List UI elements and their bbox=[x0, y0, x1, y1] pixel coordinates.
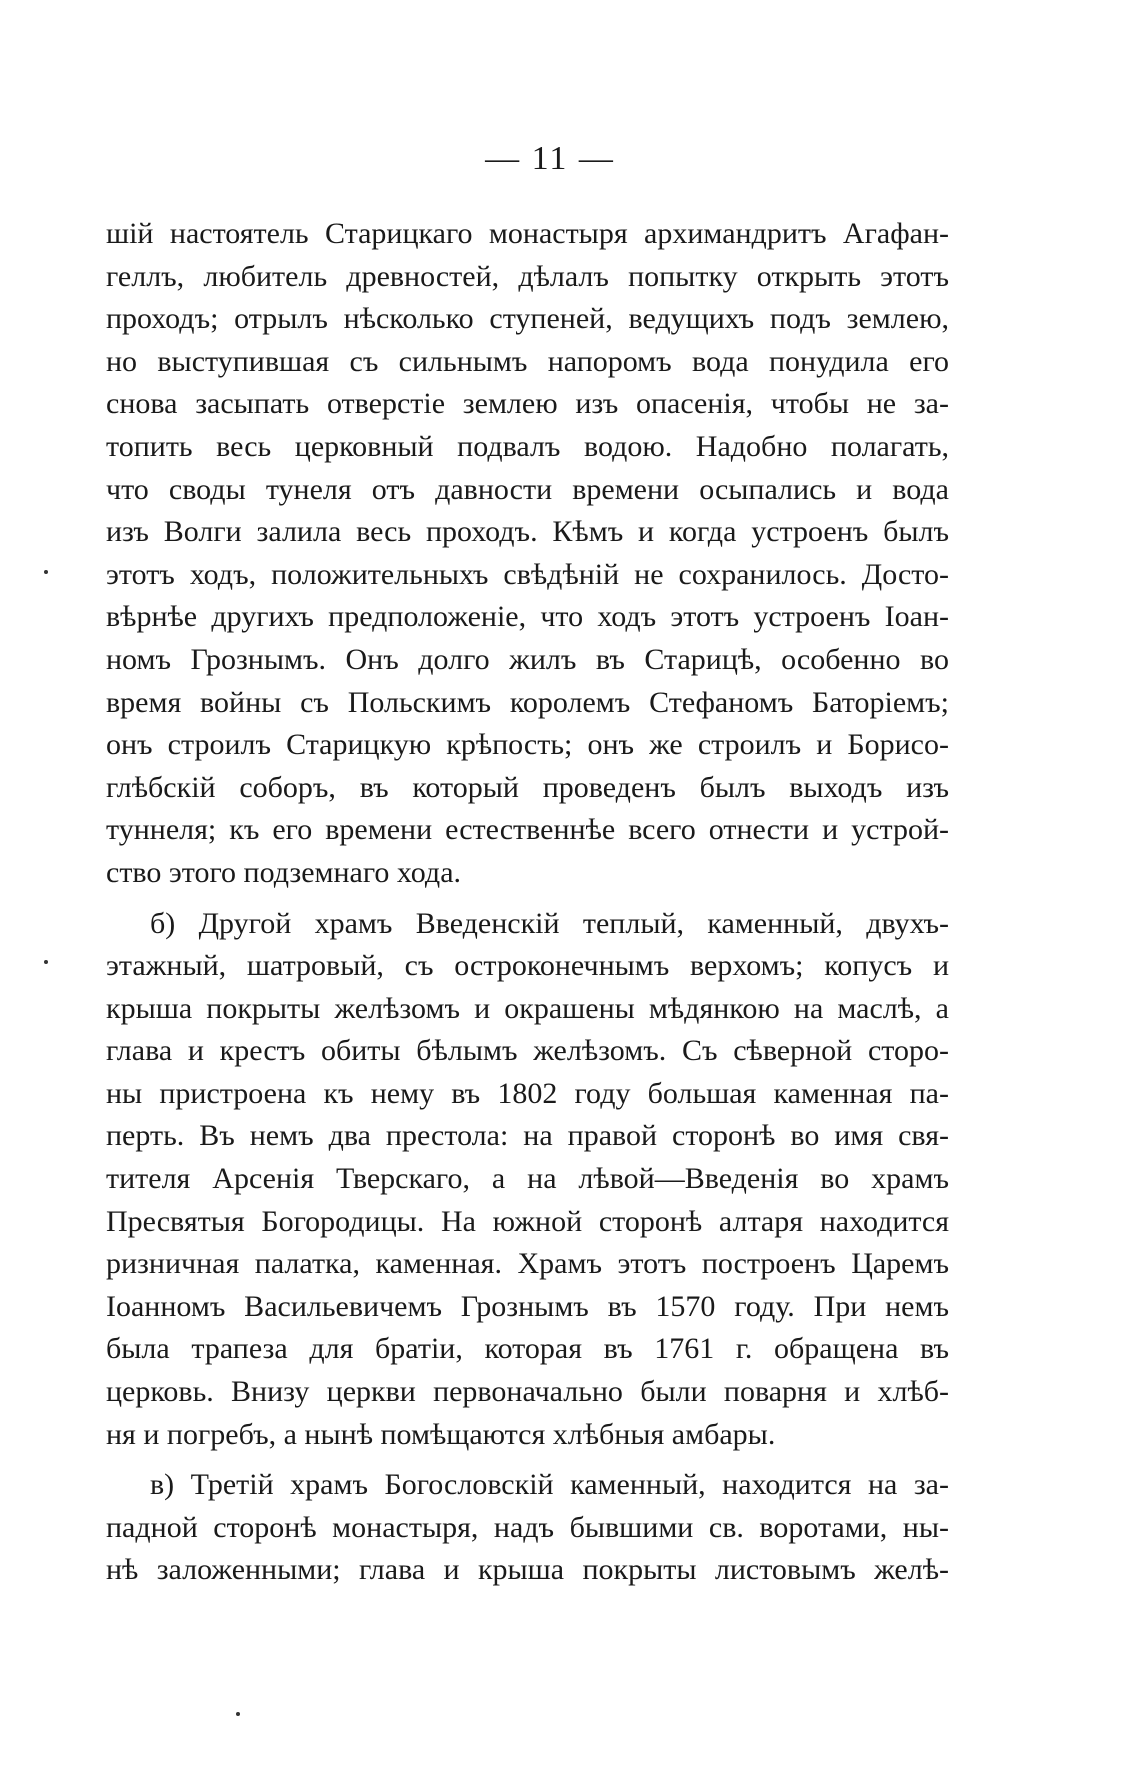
text-line: Іоанномъ Васильевичемъ Грознымъ въ 1570 году. При немъ bbox=[106, 1289, 949, 1323]
text-line: церковь. Внизу церкви первоначально были поварня и хлѣб- bbox=[106, 1375, 949, 1409]
page-number: — 11 — bbox=[485, 140, 615, 177]
text-line: изъ Волги залила весь проходъ. Кѣмъ и когда устроенъ былъ bbox=[106, 515, 949, 549]
text-line: что своды тунеля отъ давности времени осыпались и вода bbox=[106, 472, 949, 506]
text-line: была трапеза для братіи, которая въ 1761 г. обращена въ bbox=[106, 1332, 949, 1366]
text-line: Пресвятыя Богородицы. На южной сторонѣ алтаря находится bbox=[106, 1204, 949, 1238]
text-line: но выступившая съ сильнымъ напоромъ вода понудила его bbox=[106, 344, 949, 378]
text-line: в) Третій храмъ Богословскій каменный, находится на за- bbox=[150, 1468, 949, 1502]
text-line: номъ Грознымъ. Онъ долго жилъ въ Старицѣ, особенно во bbox=[106, 642, 949, 676]
text-line: тителя Арсенія Тверскаго, а на лѣвой—Введенія во храмъ bbox=[106, 1162, 949, 1196]
scan-speck bbox=[44, 570, 48, 574]
text-line: нѣ заложенными; глава и крыша покрыты листовымъ желѣ- bbox=[106, 1553, 949, 1587]
scan-speck bbox=[236, 1712, 240, 1716]
text-line: вѣрнѣе другихъ предположеніе, что ходъ этотъ устроенъ Іоан- bbox=[106, 600, 949, 634]
text-line: шій настоятель Старицкаго монастыря архимандритъ Агафан- bbox=[106, 217, 949, 250]
text-line: ны пристроена къ нему въ 1802 году большая каменная па- bbox=[106, 1076, 949, 1110]
paragraph-vvedensky-church bbox=[106, 903, 949, 1457]
text-line: время войны съ Польскимъ королемъ Стефаномъ Баторіемъ; bbox=[106, 685, 949, 719]
text-line: падной сторонѣ монастыря, надъ бывшими св. воротами, ны- bbox=[106, 1510, 949, 1544]
text-line: туннеля; къ его времени естественнѣе всего отнести и устрой- bbox=[106, 813, 949, 847]
text-line: ня и погребъ, а нынѣ помѣщаются хлѣбныя амбары. bbox=[106, 1417, 776, 1451]
text-line: снова засыпать отверстіе землею изъ опасенія, чтобы не за- bbox=[106, 387, 949, 421]
text-line: б) Другой храмъ Введенскій теплый, каменный, двухъ- bbox=[150, 906, 949, 940]
text-line: этотъ ходъ, положительныхъ свѣдѣній не сохранилось. Досто- bbox=[106, 557, 949, 591]
text-line: геллъ, любитель древностей, дѣлалъ попытку открыть этотъ bbox=[106, 259, 949, 293]
paragraph-bogoslovsky-church bbox=[106, 1464, 949, 1592]
text-line: глѣбскій соборъ, въ который проведенъ былъ выходъ изъ bbox=[106, 770, 949, 804]
text-line: ризничная палатка, каменная. Храмъ этотъ построенъ Царемъ bbox=[106, 1247, 949, 1281]
text-line: ство этого подземнаго хода. bbox=[106, 855, 462, 889]
body-text bbox=[106, 213, 949, 1592]
text-line: глава и крестъ обиты бѣлымъ желѣзомъ. Съ сѣверной сторо- bbox=[106, 1034, 949, 1068]
text-line: топить весь церковный подвалъ водою. Надобно полагать, bbox=[106, 429, 949, 463]
text-line: перть. Въ немъ два престола: на правой сторонѣ во имя свя- bbox=[106, 1119, 949, 1153]
paragraph-tunnel bbox=[106, 213, 949, 895]
scan-speck bbox=[44, 960, 48, 964]
text-line: онъ строилъ Старицкую крѣпость; онъ же строилъ и Борисо- bbox=[106, 728, 949, 762]
text-line: крыша покрыты желѣзомъ и окрашены мѣдянкою на маслѣ, а bbox=[106, 991, 949, 1025]
text-line: проходъ; отрылъ нѣсколько ступеней, ведущихъ подъ землею, bbox=[106, 302, 949, 336]
text-line: этажный, шатровый, съ остроконечнымъ верхомъ; копусъ и bbox=[106, 949, 949, 983]
